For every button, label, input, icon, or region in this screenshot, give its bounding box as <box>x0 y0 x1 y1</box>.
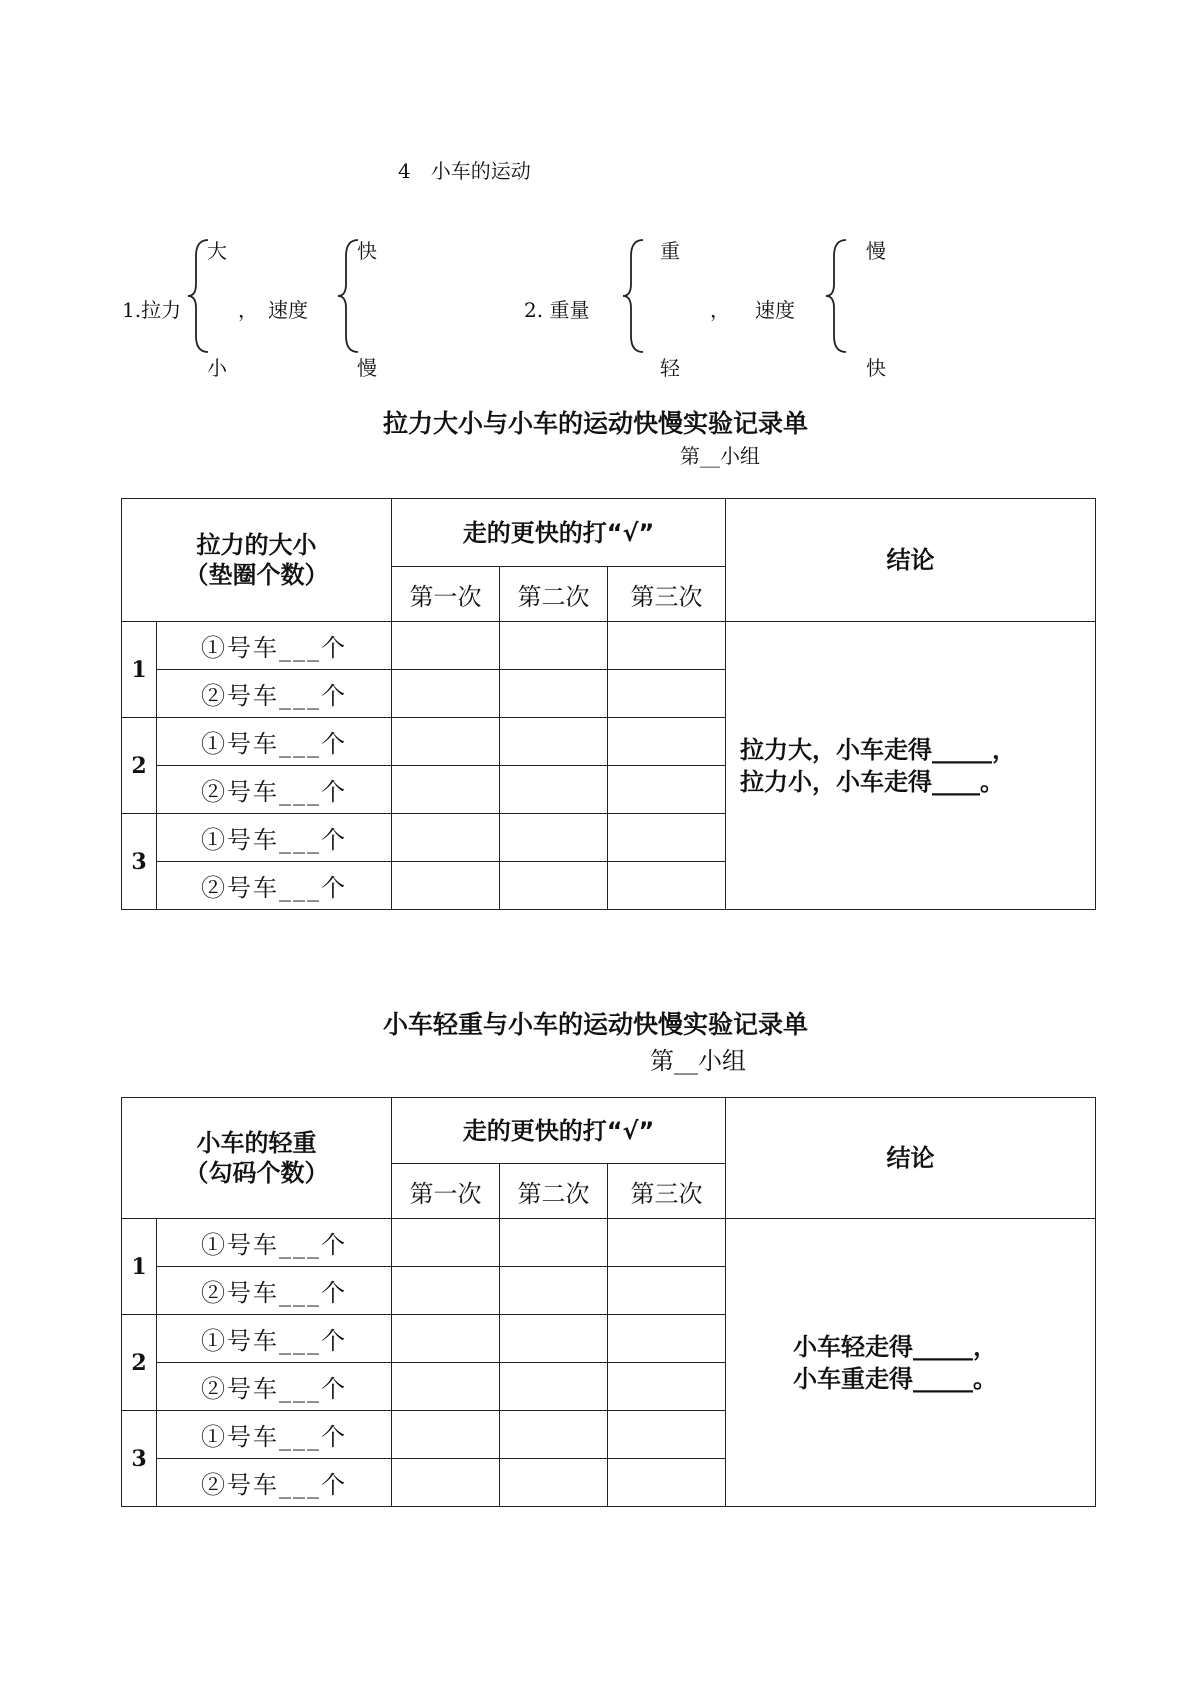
car-label: ①号车___个 <box>157 1411 392 1459</box>
table2-header-conclusion: 结论 <box>726 1098 1096 1219</box>
q2-brace-left <box>623 238 645 354</box>
table1-record-sheet <box>121 498 1096 910</box>
check-cell[interactable] <box>392 670 500 718</box>
car-label: ②号车___个 <box>157 1267 392 1315</box>
q2-top: 重 <box>660 239 680 263</box>
check-cell[interactable] <box>500 1459 608 1507</box>
table2-conclusion <box>726 1219 1096 1507</box>
row-number: 1 <box>122 622 157 718</box>
table2-header-weight-line2: （勾码个数） <box>184 1159 329 1187</box>
check-cell[interactable] <box>500 814 608 862</box>
row-number: 3 <box>122 1411 157 1507</box>
table1-conclusion <box>726 622 1096 910</box>
car-label: ①号车___个 <box>157 814 392 862</box>
check-cell[interactable] <box>608 862 726 910</box>
table-row <box>122 622 1096 670</box>
check-cell[interactable] <box>392 1363 500 1411</box>
table2-trial-3: 第三次 <box>608 1164 726 1219</box>
check-cell[interactable] <box>392 766 500 814</box>
check-cell[interactable] <box>608 1219 726 1267</box>
q2-label: 2. 重量 <box>524 298 590 322</box>
check-cell[interactable] <box>500 1267 608 1315</box>
check-cell[interactable] <box>608 670 726 718</box>
row-number: 3 <box>122 814 157 910</box>
q1-bottom: 小 <box>207 356 227 380</box>
q2-speed-top: 慢 <box>866 239 886 263</box>
table1-conclusion-line1: 拉力大，小车走得_____， <box>740 735 1016 764</box>
car-label: ②号车___个 <box>157 766 392 814</box>
check-cell[interactable] <box>500 1363 608 1411</box>
car-label: ①号车___个 <box>157 622 392 670</box>
table1-header-force-line2: （垫圈个数） <box>184 561 329 589</box>
table2-title: 小车轻重与小车的运动快慢实验记录单 <box>382 1010 808 1039</box>
check-cell[interactable] <box>392 862 500 910</box>
car-label: ②号车___个 <box>157 862 392 910</box>
check-cell[interactable] <box>500 1315 608 1363</box>
check-cell[interactable] <box>500 670 608 718</box>
q1-speed-bottom: 慢 <box>357 356 377 380</box>
check-cell[interactable] <box>608 814 726 862</box>
q2-comma: ， <box>710 298 730 322</box>
check-cell[interactable] <box>608 1267 726 1315</box>
table2-trial-2: 第二次 <box>500 1164 608 1219</box>
table1-conclusion-line2: 拉力小，小车走得____。 <box>740 767 1004 796</box>
check-cell[interactable] <box>608 718 726 766</box>
table2-conclusion-line2: 小车重走得_____。 <box>793 1364 997 1393</box>
car-label: ①号车___个 <box>157 718 392 766</box>
q1-comma: ， <box>238 298 258 322</box>
table2-group-label: 第__小组 <box>650 1047 746 1075</box>
check-cell[interactable] <box>392 622 500 670</box>
q2-brace-speed <box>826 238 848 354</box>
check-cell[interactable] <box>500 718 608 766</box>
lesson-title: 4 小车的运动 <box>398 159 531 183</box>
table1-trial-2: 第二次 <box>500 567 608 622</box>
q2-speed-bottom: 快 <box>866 356 886 380</box>
q1-speed-top: 快 <box>357 239 377 263</box>
check-cell[interactable] <box>392 1459 500 1507</box>
q1-label: 1.拉力 <box>122 298 182 322</box>
table2-header-weight <box>122 1098 392 1219</box>
table1-header-force-line1: 拉力的大小 <box>196 531 317 559</box>
check-cell[interactable] <box>608 1459 726 1507</box>
car-label: ①号车___个 <box>157 1219 392 1267</box>
table1-header-conclusion: 结论 <box>726 499 1096 622</box>
table-row <box>122 1219 1096 1267</box>
q2-bottom: 轻 <box>660 356 680 380</box>
car-label: ①号车___个 <box>157 1315 392 1363</box>
check-cell[interactable] <box>392 718 500 766</box>
check-cell[interactable] <box>608 1411 726 1459</box>
table1-header-check: 走的更快的打“√” <box>392 499 726 567</box>
check-cell[interactable] <box>608 622 726 670</box>
table1-header-force <box>122 499 392 622</box>
check-cell[interactable] <box>500 1219 608 1267</box>
table2-trial-1: 第一次 <box>392 1164 500 1219</box>
table2-record-sheet <box>121 1097 1096 1507</box>
check-cell[interactable] <box>500 1411 608 1459</box>
check-cell[interactable] <box>608 766 726 814</box>
check-cell[interactable] <box>608 1315 726 1363</box>
check-cell[interactable] <box>392 1219 500 1267</box>
check-cell[interactable] <box>608 1363 726 1411</box>
table1-title: 拉力大小与小车的运动快慢实验记录单 <box>382 409 808 438</box>
table2-header-weight-line1: 小车的轻重 <box>196 1129 317 1157</box>
q1-top: 大 <box>207 239 227 263</box>
car-label: ②号车___个 <box>157 670 392 718</box>
check-cell[interactable] <box>500 622 608 670</box>
q2-speed-label: 速度 <box>755 298 795 322</box>
check-cell[interactable] <box>500 862 608 910</box>
check-cell[interactable] <box>500 766 608 814</box>
row-number: 1 <box>122 1219 157 1315</box>
check-cell[interactable] <box>392 1315 500 1363</box>
row-number: 2 <box>122 1315 157 1411</box>
check-cell[interactable] <box>392 1411 500 1459</box>
check-cell[interactable] <box>392 814 500 862</box>
table2-conclusion-line1: 小车轻走得_____， <box>793 1332 997 1361</box>
table1-trial-1: 第一次 <box>392 567 500 622</box>
table2-header-check: 走的更快的打“√” <box>392 1098 726 1164</box>
table1-group-label: 第__小组 <box>680 444 760 468</box>
table1-trial-3: 第三次 <box>608 567 726 622</box>
car-label: ②号车___个 <box>157 1363 392 1411</box>
car-label: ②号车___个 <box>157 1459 392 1507</box>
row-number: 2 <box>122 718 157 814</box>
check-cell[interactable] <box>392 1267 500 1315</box>
q1-speed-label: 速度 <box>268 298 308 322</box>
